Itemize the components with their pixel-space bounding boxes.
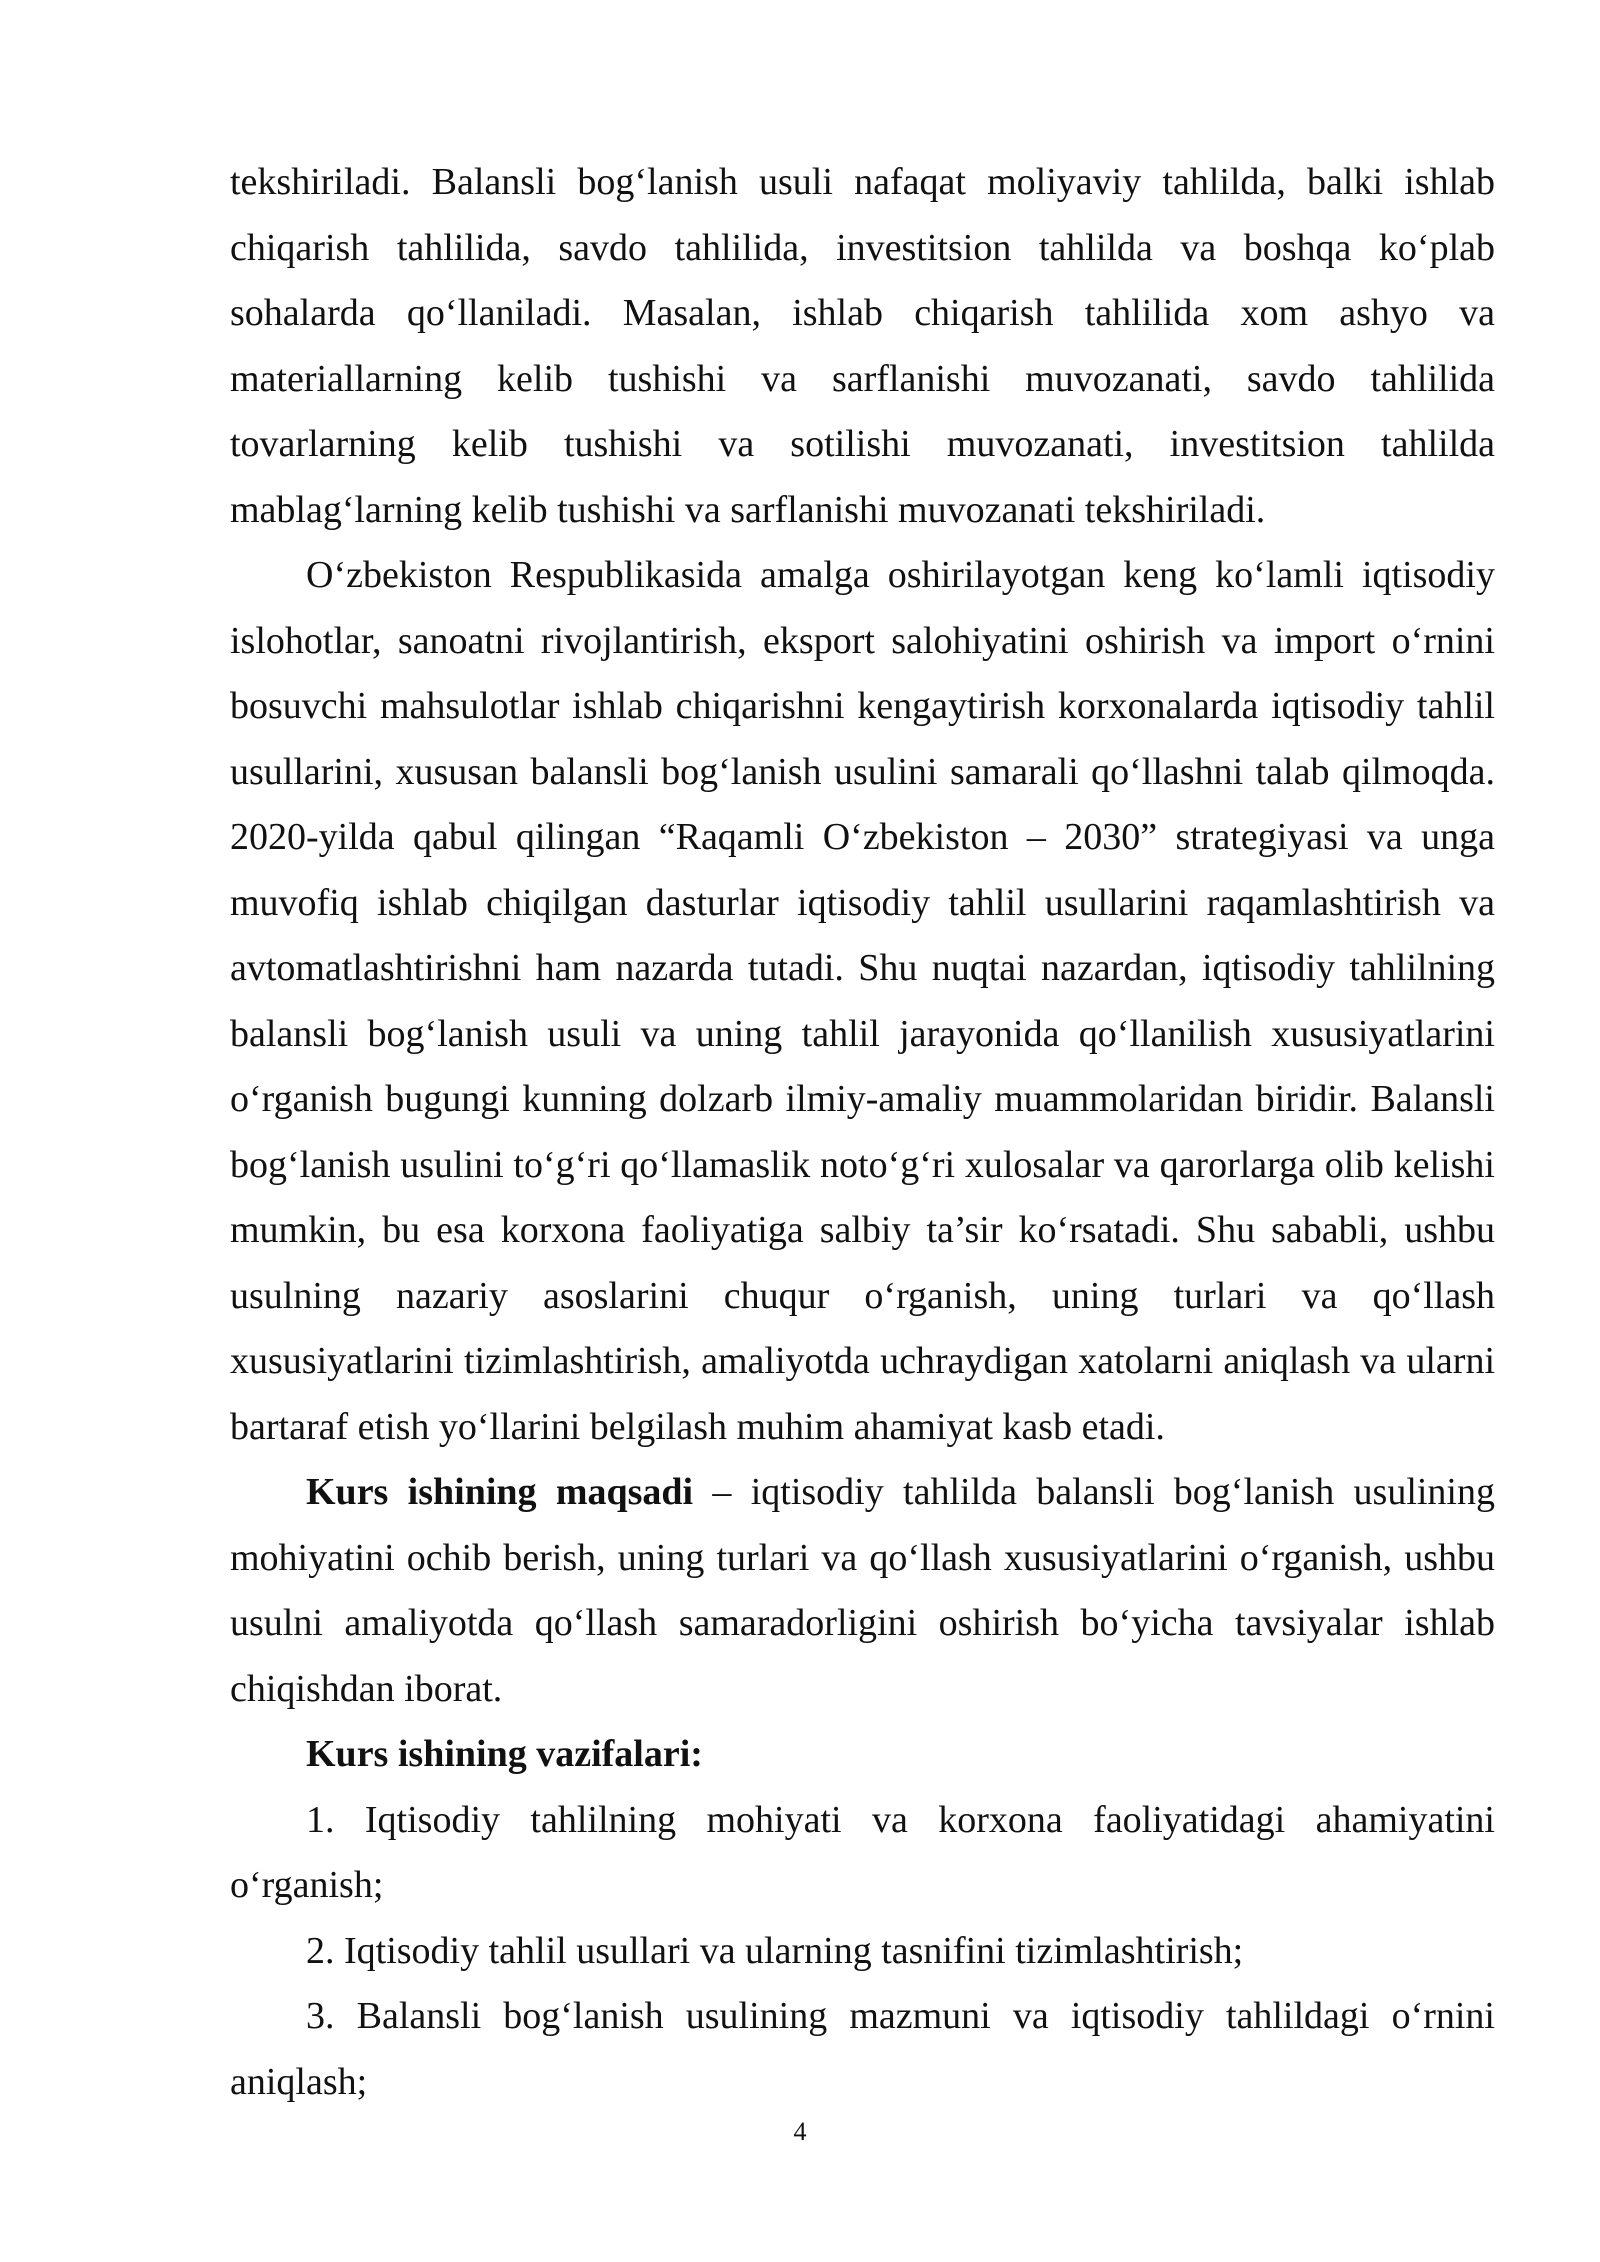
paragraph-1: tekshiriladi. Balansli bog‘lanish usuli nafaqat moliyaviy tahlilda, balki ishlab chiqarish tahlilida, savdo tahlilida, investitsion tahlilda va boshqa ko‘plab sohalarda qo‘llaniladi. Masalan, ishlab chiqarish tahlilida xom ashyo va materiallarning kelib tushishi va sarflanishi muvozanati, savdo tahlilida tovarlarning kelib tushishi va sotilishi muvozanati, investitsion tahlilda mablag‘larning kelib tushishi va sarflanishi muvozanati tekshiriladi. xyxy=(230,161,1495,531)
task-item-3: 3. Balansli bog‘lanish usulining mazmuni va iqtisodiy tahlildagi o‘rnini aniqlash; xyxy=(230,1995,1495,2103)
tasks-heading: Kurs ishining vazifalari: xyxy=(306,1733,703,1775)
task-item-2: 2. Iqtisodiy tahlil usullari va ularning tasnifini tizimlashtirish; xyxy=(306,1929,1244,1972)
task-item-1: 1. Iqtisodiy tahlilning mohiyati va korxona faoliyatidagi ahamiyatini o‘rganish; xyxy=(230,1798,1495,1906)
page-number: 4 xyxy=(793,2117,807,2146)
goal-text: – iqtisodiy tahlilda balansli bog‘lanish usulining mohiyatini ochib berish, uning turlari va qo‘llash xususiyatlarini o‘rganish, ushbu usulni amaliyotda qo‘llash samaradorligini oshirish bo‘yicha tavsiyalar ishlab chiqishdan iborat. xyxy=(230,1471,1495,1710)
goal-paragraph xyxy=(230,1460,1495,1722)
goal-label: Kurs ishining maqsadi xyxy=(306,1471,694,1513)
paragraph-2: O‘zbekiston Respublikasida amalga oshirilayotgan keng ko‘lamli iqtisodiy islohotlar, sanoatni rivojlantirish, eksport salohiyatini oshirish va import o‘rnini bosuvchi mahsulotlar ishlab chiqarishni kengaytirish korxonalarda iqtisodiy tahlil usullarini, xususan balansli bog‘lanish usulini samarali qo‘llashni talab qilmoqda. 2020-yilda qabul qilingan “Raqamli O‘zbekiston – 2030” strategiyasi va unga muvofiq ishlab chiqilgan dasturlar iqtisodiy tahlil usullarini raqamlashtirish va avtomatlashtirishni ham nazarda tutadi. Shu nuqtai nazardan, iqtisodiy tahlilning balansli bog‘lanish usuli va uning tahlil jarayonida qo‘llanilish xususiyatlarini o‘rganish bugungi kunning dolzarb ilmiy-amaliy muammolaridan biridir. Balansli bog‘lanish usulini to‘g‘ri qo‘llamaslik noto‘g‘ri xulosalar va qarorlarga olib kelishi mumkin, bu esa korxona faoliyatiga salbiy ta’sir ko‘rsatadi. Shu sababli, ushbu usulning nazariy asoslarini chuqur o‘rganish, uning turlari va qo‘llash xususiyatlarini tizimlashtirish, amaliyotda uchraydigan xatolarni aniqlash va ularni bartaraf etish yo‘llarini belgilash muhim ahamiyat kasb etadi. xyxy=(230,554,1495,1448)
document-page xyxy=(230,150,1495,2115)
